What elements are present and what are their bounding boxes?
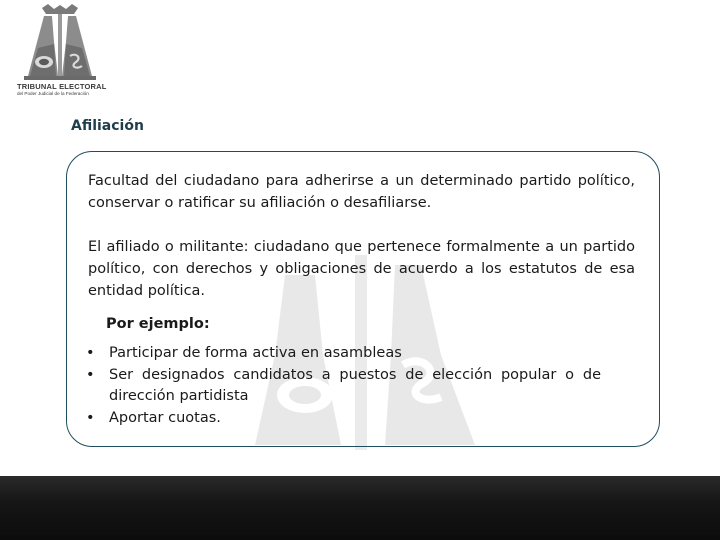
logo-caption [17, 82, 107, 96]
list-item [86, 365, 601, 408]
list-item [86, 343, 601, 365]
list-item-text: Ser designados candidatos a puestos de elección popular o de dirección partidista [109, 366, 601, 404]
bullet-icon: • [86, 345, 95, 361]
logo-caption-line1: TRIBUNAL ELECTORAL [17, 82, 107, 91]
list-item [86, 408, 601, 430]
list-item-text: Aportar cuotas. [109, 409, 221, 426]
bullet-icon: • [86, 366, 95, 383]
list-item-text: Participar de forma activa en asambleas [109, 345, 402, 361]
section-title: Afiliación [71, 118, 144, 134]
militant-paragraph: El afiliado o militante: ciudadano que pertenece formalmente a un partido político, con derechos y obligaciones de acuerdo a los estatutos de esa entidad política. [88, 239, 635, 299]
example-list [86, 343, 601, 429]
definition-paragraph: Facultad del ciudadano para adherirse a un determinado partido político, conservar o ratificar su afiliación o desafiliarse. [88, 173, 635, 211]
logo-caption-line2: del Poder Judicial de la Federación [17, 91, 89, 96]
footer-bar [0, 476, 720, 540]
bullet-icon: • [86, 409, 95, 426]
example-label: Por ejemplo: [106, 316, 210, 332]
